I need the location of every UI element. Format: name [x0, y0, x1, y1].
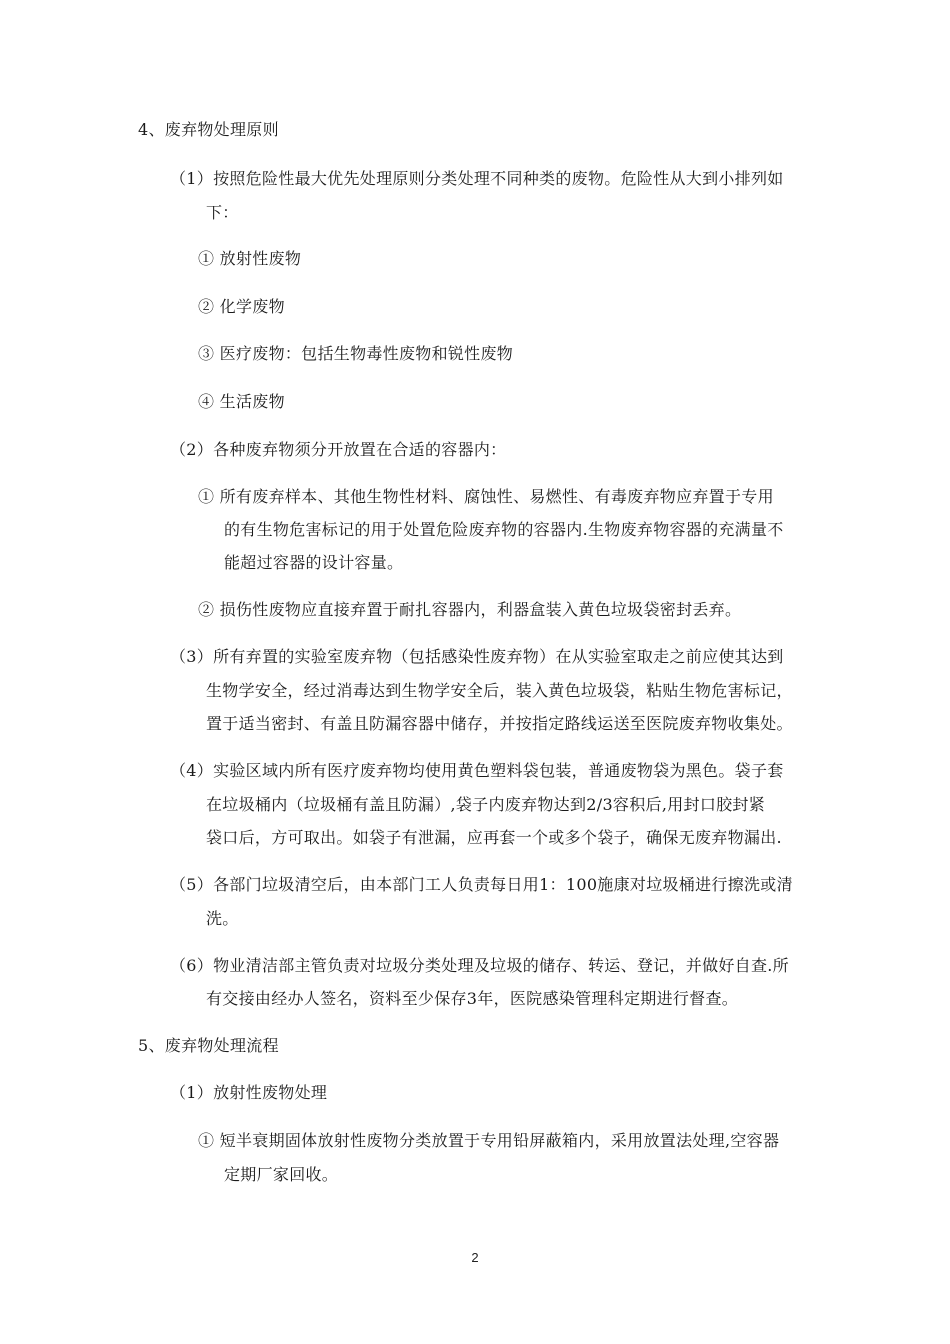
section-heading-4: 4、废弃物处理原则 [138, 120, 279, 139]
process-item-1: （1）放射性废物处理 [170, 1083, 328, 1102]
hazard-list-item-1: ① 放射性废物 [198, 249, 302, 268]
container-item-1-line-3: 能超过容器的设计容量。 [224, 553, 404, 572]
container-item-2: ② 损伤性废物应直接弃置于耐扎容器内，利器盒装入黄色垃圾袋密封丢弃。 [198, 600, 742, 619]
principle-item-5-line-2: 洗。 [206, 909, 239, 928]
hazard-list-item-3: ③ 医疗废物：包括生物毒性废物和锐性废物 [198, 344, 514, 363]
hazard-list-item-2: ② 化学废物 [198, 297, 285, 316]
principle-item-4-line-2: 在垃圾桶内（垃圾桶有盖且防漏）,袋子内废弃物达到2/3容积后,用封口胶封紧 [206, 795, 766, 814]
container-item-1-line-2: 的有生物危害标记的用于处置危险废弃物的容器内.生物废弃物容器的充满量不 [224, 520, 784, 539]
page-number: 2 [471, 1250, 479, 1265]
section-heading-5: 5、废弃物处理流程 [138, 1036, 279, 1055]
principle-item-4-line-1: （4）实验区域内所有医疗废弃物均使用黄色塑料袋包装，普通废物袋为黑色。袋子套 [170, 761, 784, 780]
principle-item-3-line-1: （3）所有弃置的实验室废弃物（包括感染性废弃物）在从实验室取走之前应使其达到 [170, 647, 784, 666]
principle-item-2: （2）各种废弃物须分开放置在合适的容器内： [170, 440, 507, 459]
hazard-list-item-4: ④ 生活废物 [198, 392, 285, 411]
principle-item-1-line-1: （1）按照危险性最大优先处理原则分类处理不同种类的废物。危险性从大到小排列如 [170, 169, 784, 188]
principle-item-1-line-2: 下： [206, 203, 239, 222]
principle-item-5-line-1: （5）各部门垃圾清空后，由本部门工人负责每日用1：100施康对垃圾桶进行擦洗或清 [170, 875, 793, 894]
container-item-1-line-1: ① 所有废弃样本、其他生物性材料、腐蚀性、易燃性、有毒废弃物应弃置于专用 [198, 487, 774, 506]
principle-item-4-line-3: 袋口后，方可取出。如袋子有泄漏，应再套一个或多个袋子，确保无废弃物漏出. [206, 828, 782, 847]
principle-item-3-line-2: 生物学安全，经过消毒达到生物学安全后，装入黄色垃圾袋，粘贴生物危害标记， [206, 681, 793, 700]
principle-item-6-line-1: （6）物业清洁部主管负责对垃圾分类处理及垃圾的储存、转运、登记，并做好自查.所 [170, 956, 789, 975]
radioactive-item-1-line-2: 定期厂家回收。 [224, 1165, 339, 1184]
principle-item-6-line-2: 有交接由经办人签名，资料至少保存3年，医院感染管理科定期进行督查。 [206, 989, 739, 1008]
principle-item-3-line-3: 置于适当密封、有盖且防漏容器中储存，并按指定路线运送至医院废弃物收集处。 [206, 714, 793, 733]
radioactive-item-1-line-1: ① 短半衰期固体放射性废物分类放置于专用铅屏蔽箱内，采用放置法处理,空容器 [198, 1131, 780, 1150]
